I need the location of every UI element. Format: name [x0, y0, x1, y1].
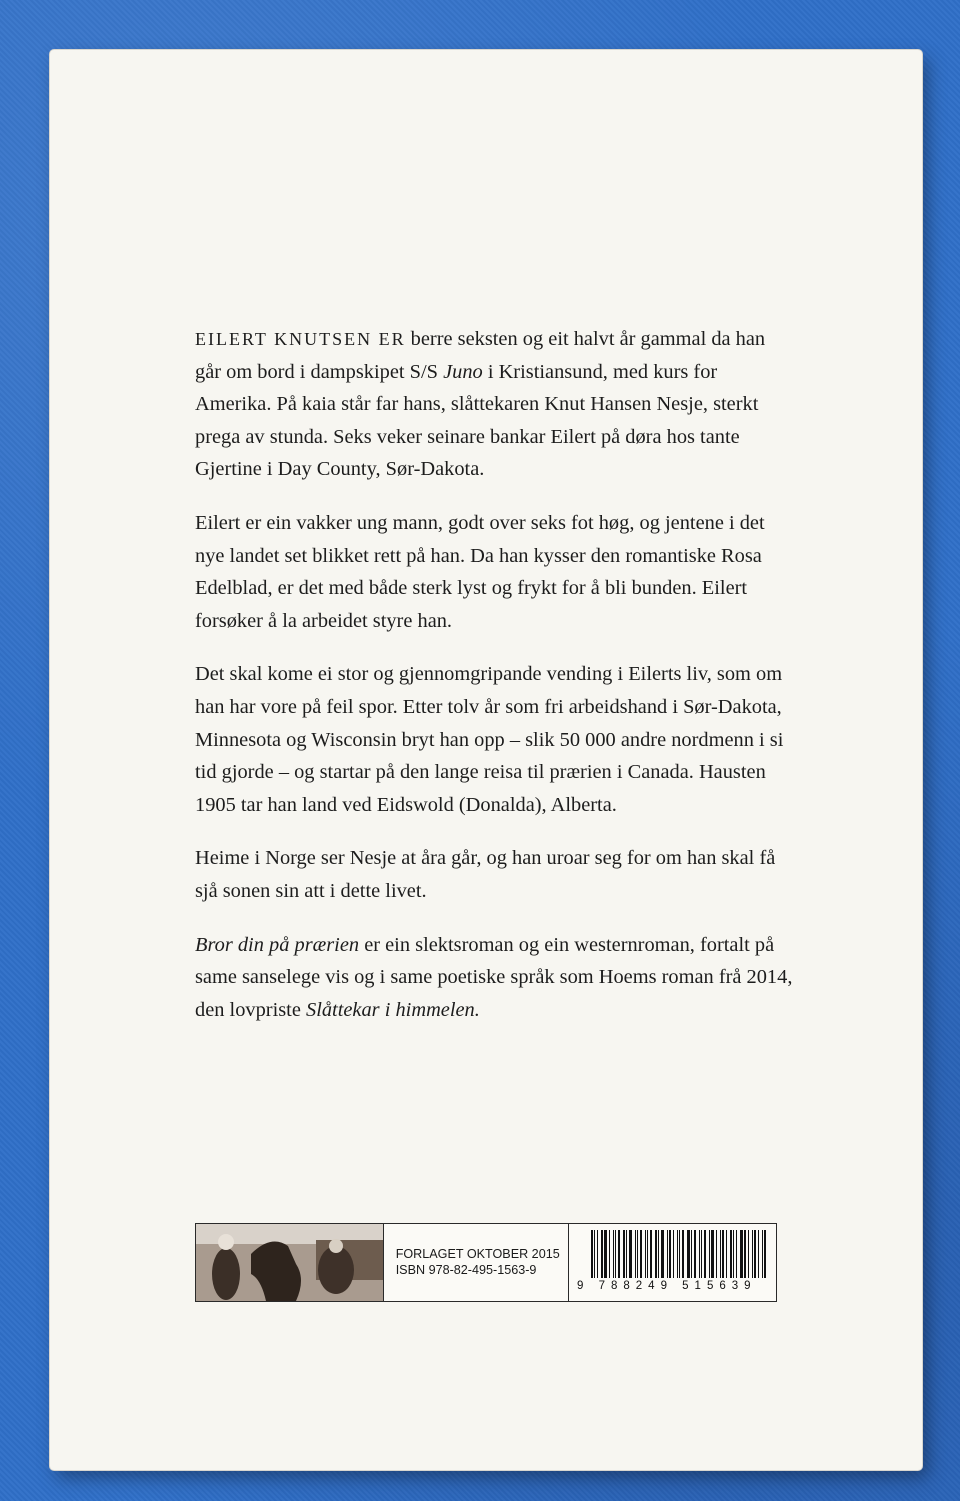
blurb-paragraph-4: Heime i Norge ser Nesje at åra går, og han uroar seg for om han skal få sjå sonen sin att i dette livet.	[195, 847, 776, 902]
isbn-line: ISBN 978-82-495-1563-9	[395, 1263, 537, 1277]
barcode-bars	[591, 1230, 768, 1278]
barcode-digits: 9 788249 515639	[577, 1280, 757, 1292]
barcode-bar	[645, 1230, 646, 1278]
barcode-bar	[758, 1230, 759, 1278]
horse-photo-icon	[196, 1224, 384, 1301]
barcode-bar	[615, 1230, 616, 1278]
barcode-bar	[704, 1230, 706, 1278]
barcode-bar	[726, 1230, 727, 1278]
barcode-bar	[733, 1230, 734, 1278]
barcode-bar	[604, 1230, 607, 1278]
barcode	[568, 1224, 776, 1301]
barcode-bar	[752, 1230, 753, 1278]
ship-name: Juno	[443, 360, 483, 383]
barcode-bar	[764, 1230, 766, 1278]
previous-book-title: Slåttekar i himmelen.	[306, 998, 480, 1021]
barcode-bar	[667, 1230, 668, 1278]
imprint-text	[384, 1224, 568, 1301]
blurb-paragraph-3: Det skal kome ei stor og gjennomgripande vending i Eilerts liv, som om han har vore på feil spor. Etter tolv år som fri arbeidshand i Sør-Dakota, Minnesota og Wisconsin bryt han opp – slik 50 000 andre nordmenn i si tid gjorde – og startar på den lange reisa til prærien i Canada. Hausten 1905 tar han land ved Eidswold (Donalda), Alberta.	[195, 663, 784, 816]
blurb-paragraph-1: EILERT KNUTSEN ER berre seksten og eit halvt år gammal da han går om bord i dampskipet S/S Juno i Kristiansund, med kurs for Amerika. På kaia står far hans, slåttekaren Knut Hansen Nesje, sterkt prega av stunda. Seks veker seinare bankar Eilert på døra hos tante Gjertine i Day County, Sør-Dakota.	[195, 328, 766, 481]
book-title: Bror din på prærien	[195, 933, 360, 956]
barcode-bar	[720, 1230, 721, 1278]
imprint-panel	[195, 1223, 777, 1302]
barcode-bar	[609, 1230, 610, 1278]
barcode-bar	[623, 1230, 625, 1278]
blurb-text	[195, 323, 795, 1047]
barcode-bar	[762, 1230, 763, 1278]
barcode-bar	[748, 1230, 749, 1278]
barcode-bar	[650, 1230, 652, 1278]
barcode-bar	[709, 1230, 710, 1278]
barcode-bar	[669, 1230, 671, 1278]
barcode-bar	[673, 1230, 674, 1278]
barcode-bar	[694, 1230, 696, 1278]
barcode-bar	[716, 1230, 717, 1278]
barcode-bar	[736, 1230, 737, 1278]
barcode-bar	[613, 1230, 614, 1278]
blurb-paragraph-2: Eilert er ein vakker ung mann, godt over seks fot høg, og jentene i det nye landet set blikket rett på han. Da han kysser den romantiske Rosa Edelblad, er det med både sterk lyst og frykt for å bli bunden. Eilert forsøker å la arbeidet styre han.	[195, 511, 765, 632]
barcode-bar	[754, 1230, 756, 1278]
barcode-bar	[601, 1230, 603, 1278]
barcode-bar	[629, 1230, 632, 1278]
barcode-bar	[640, 1230, 642, 1278]
blurb-lead: EILERT KNUTSEN ER	[195, 329, 406, 349]
barcode-bar	[687, 1230, 690, 1278]
blurb-paragraph-5: Bror din på prærien er ein slektsroman og ein westernroman, fortalt på same sanselege vis og i same poetiske språk som Hoems roman frå 2014, den lovpriste Slåttekar i himmelen.	[195, 933, 793, 1021]
barcode-bar	[597, 1230, 598, 1278]
barcode-bar	[637, 1230, 638, 1278]
barcode-bar	[701, 1230, 702, 1278]
barcode-bar	[744, 1230, 746, 1278]
barcode-bar	[626, 1230, 627, 1278]
barcode-bar	[740, 1230, 743, 1278]
barcode-bar	[699, 1230, 700, 1278]
barcode-bar	[722, 1230, 724, 1278]
barcode-bar	[677, 1230, 678, 1278]
publisher-line: FORLAGET OKTOBER 2015	[395, 1247, 560, 1261]
barcode-bar	[591, 1230, 593, 1278]
barcode-bar	[711, 1230, 714, 1278]
barcode-bar	[661, 1230, 664, 1278]
cover-photo-thumbnail	[196, 1224, 384, 1301]
barcode-bar	[679, 1230, 680, 1278]
barcode-bar	[647, 1230, 648, 1278]
barcode-bar	[682, 1230, 684, 1278]
barcode-bar	[730, 1230, 732, 1278]
barcode-bar	[618, 1230, 620, 1278]
barcode-bar	[655, 1230, 657, 1278]
barcode-bar	[691, 1230, 692, 1278]
barcode-bar	[658, 1230, 659, 1278]
barcode-bar	[635, 1230, 636, 1278]
barcode-bar	[594, 1230, 595, 1278]
